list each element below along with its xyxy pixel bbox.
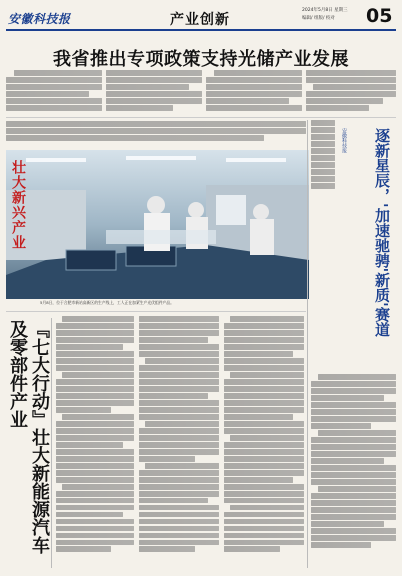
factory-photo [6, 150, 309, 299]
lead-headline: 我省推出专项政策支持光储产业发展 [53, 49, 349, 70]
right-story-headline: 逐新星辰，'加速驰骋'新质'赛道 [373, 128, 391, 337]
page-header [0, 0, 402, 30]
lead-article-col-4 [306, 70, 396, 114]
right-story-body [311, 374, 396, 570]
side-slogan: 壮大新兴产业 [10, 160, 26, 250]
lead-article-continued [6, 121, 306, 147]
lead-article-col-2 [106, 70, 202, 114]
divider [6, 117, 396, 118]
right-story-kicker: 安徽科技报 [341, 128, 347, 153]
date-line: 2024年5月8日 星期三 [302, 8, 348, 13]
column-divider [51, 318, 52, 568]
masthead: 安徽科技报 [8, 12, 71, 26]
bottom-story-col-3 [224, 316, 304, 570]
lead-article-col-1 [6, 70, 102, 114]
right-story-intro [311, 120, 335, 370]
divider [6, 311, 306, 312]
bottom-story-col-2 [139, 316, 219, 570]
lead-article-col-3 [206, 70, 302, 114]
bottom-story-col-1 [56, 316, 134, 570]
bottom-story-headline: 『七大行动』壮大新能源汽车及零部件产业 [7, 320, 50, 554]
page-number: 05 [366, 5, 393, 27]
column-divider [307, 120, 308, 568]
editor-line: 编辑/ 组版/ 校对 [302, 16, 335, 21]
header-rule [6, 29, 396, 31]
section-title: 产业创新 [170, 12, 230, 28]
factory-photo-image [6, 150, 309, 299]
photo-caption: 5月8日，位于合肥市新站高新区的生产线上，工人正在加紧生产光伏组件产品。 [40, 300, 174, 305]
